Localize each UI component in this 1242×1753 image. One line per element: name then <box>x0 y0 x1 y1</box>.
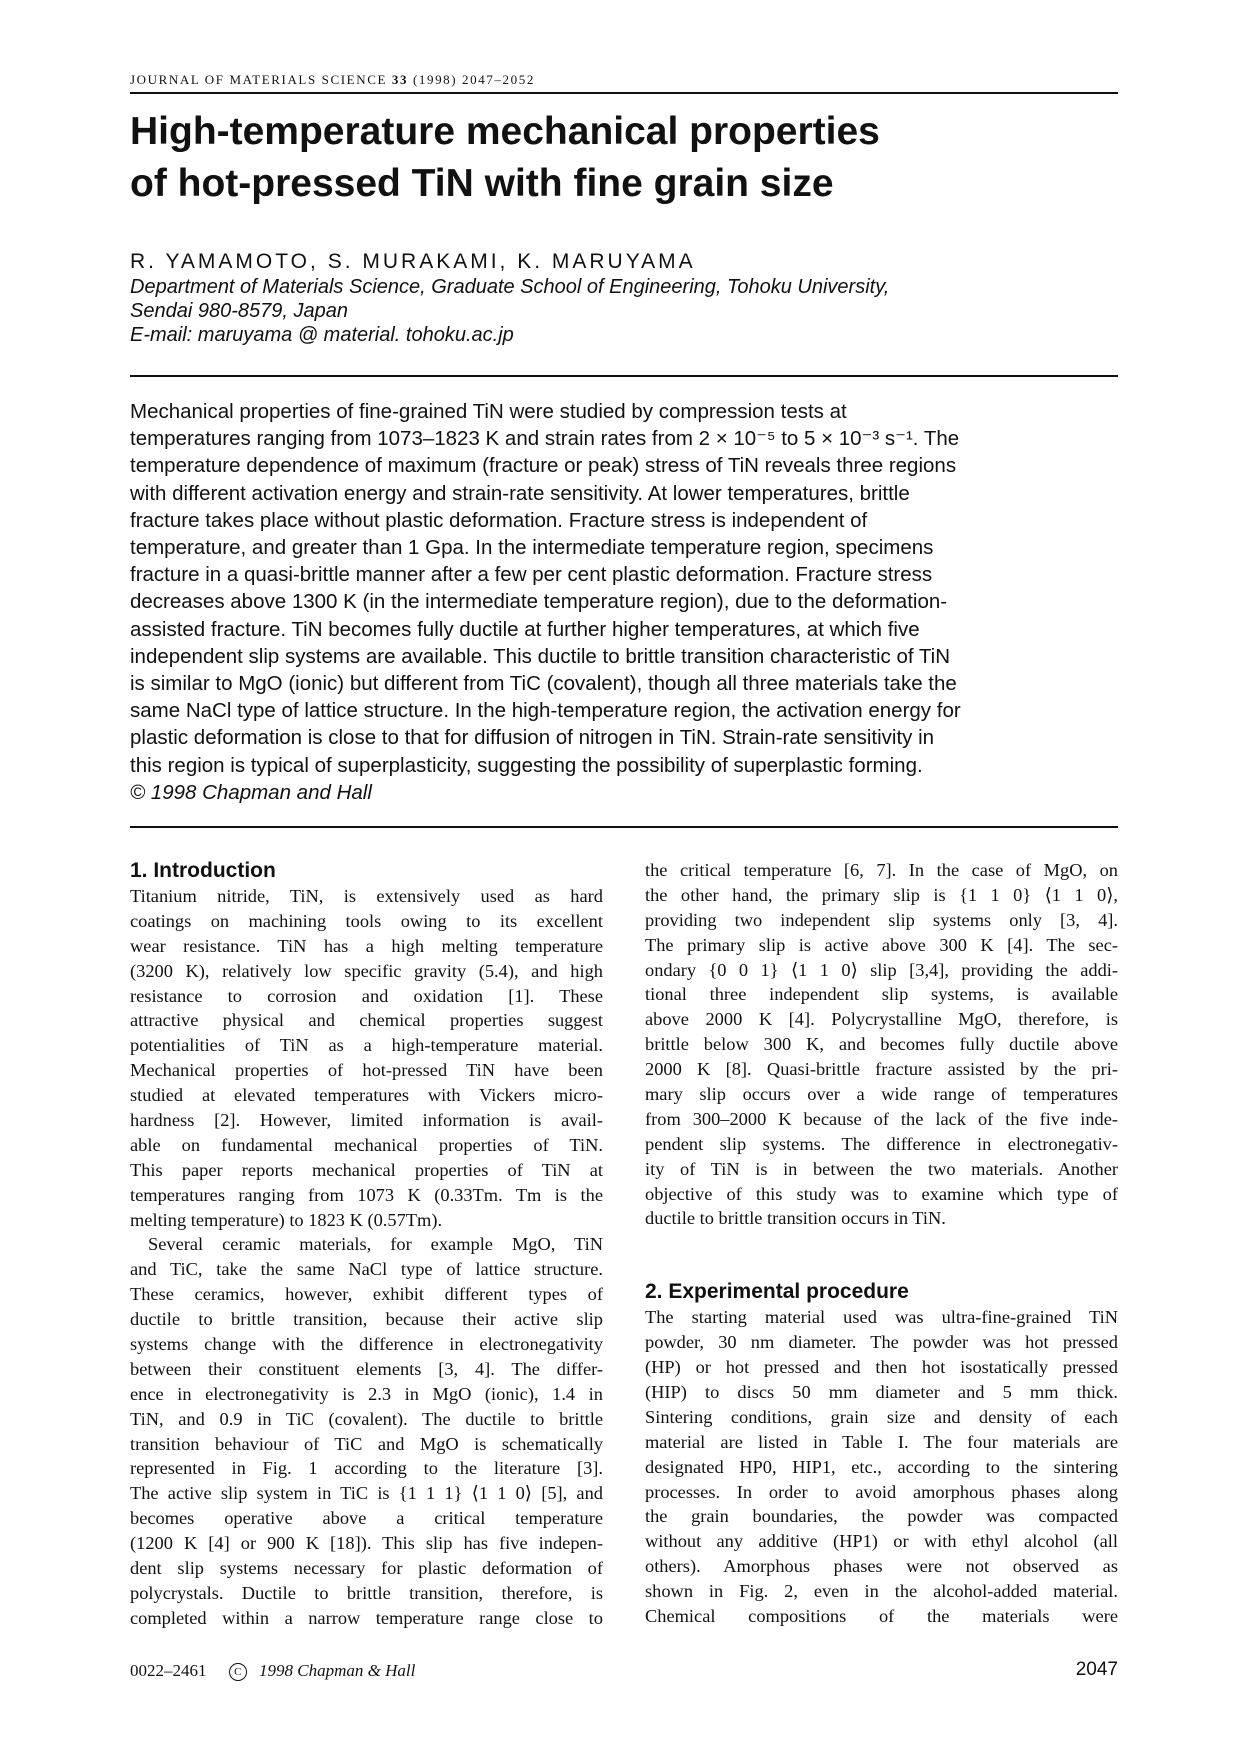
text-line: The active slip system in TiC is {1 1 1} ⟨1 1 0⟩ [5], and <box>130 1483 603 1504</box>
text-line: melting temperature) to 1823 K (0.57Tm). <box>130 1209 443 1230</box>
text-line: powder, 30 nm diameter. The powder was hot pressed <box>645 1332 1118 1353</box>
text-line: 2000 K [8]. Quasi-brittle fracture assisted by the pri- <box>645 1059 1118 1080</box>
text-line: studied at elevated temperatures with Vickers micro- <box>130 1085 603 1106</box>
text-line: The starting material used was ultra-fine-grained TiN <box>645 1307 1118 1328</box>
left-column <box>130 858 603 1631</box>
text-line: the critical temperature [6, 7]. In the case of MgO, on <box>645 860 1118 880</box>
text-line: transition behaviour of TiC and MgO is schematically <box>130 1433 603 1454</box>
affiliation <box>130 275 889 347</box>
page-number: 2047 <box>1075 1659 1118 1680</box>
text-line: coatings on machining tools owing to its excellent <box>130 910 603 931</box>
text-line: dent slip systems necessary for plastic deformation of <box>130 1558 603 1579</box>
text-line: ductile to brittle transition occurs in TiN. <box>645 1208 946 1229</box>
text-line: potentialities of TiN as a high-temperature material. <box>130 1035 603 1056</box>
text-line: pendent slip systems. The difference in electronegativ- <box>645 1133 1118 1154</box>
text-line: without any additive (HP1) or with ethyl alcohol (all <box>645 1531 1118 1552</box>
paper-page <box>130 0 1118 1753</box>
right-column <box>645 858 1118 1629</box>
abstract-bottom-rule <box>130 826 1118 828</box>
text-line: ductile to brittle transition, because their active slip <box>130 1309 603 1330</box>
journal-year-pages: (1998) 2047–2052 <box>412 72 535 87</box>
author-list: R. YAMAMOTO, S. MURAKAMI, K. MARUYAMA <box>130 250 696 273</box>
title-line: of hot-pressed TiN with fine grain size <box>130 162 834 205</box>
abstract-line: fracture in a quasi-brittle manner after a few per cent plastic deformation. Fracture stress <box>130 563 933 587</box>
journal-header <box>130 72 535 88</box>
abstract-line: with different activation energy and strain-rate sensitivity. At lower temperatures, brittle <box>130 481 910 505</box>
abstract-line: independent slip systems are available. This ductile to brittle transition characteristic of TiN <box>130 644 951 668</box>
abstract-line: fracture takes place without plastic deformation. Fracture stress is independent of <box>130 508 868 532</box>
section-heading-introduction: 1. Introduction <box>130 859 276 882</box>
text-line: (HIP) to discs 50 mm diameter and 5 mm thick. <box>645 1382 1118 1403</box>
abstract-line: decreases above 1300 K (in the intermediate temperature region), due to the deformation- <box>130 590 948 614</box>
text-line: (1200 K [4] or 900 K [18]). This slip has five indepen- <box>130 1533 603 1554</box>
abstract-line: assisted fracture. TiN becomes fully ductile at further higher temperatures, at which five <box>130 617 920 641</box>
page-footer <box>130 1661 415 1681</box>
text-line: This paper reports mechanical properties of TiN at <box>130 1159 603 1180</box>
intro-paragraph-1 <box>130 884 603 1232</box>
text-line: the other hand, the primary slip is {1 1 0} ⟨1 1 0⟩, <box>645 884 1118 905</box>
text-line: (3200 K), relatively low specific gravity (5.4), and high <box>130 960 603 981</box>
text-line: ondary {0 0 1} ⟨1 1 0⟩ slip [3,4], providing the addi- <box>645 959 1118 980</box>
section-spacer <box>645 1231 1118 1279</box>
text-line: others). Amorphous phases were not observed as <box>645 1556 1118 1577</box>
header-rule <box>130 92 1118 94</box>
affiliation-line: Department of Materials Science, Graduate School of Engineering, Tohoku University, <box>130 276 890 298</box>
text-line: Titanium nitride, TiN, is extensively used as hard <box>130 886 603 906</box>
publisher-copyright: 1998 Chapman & Hall <box>259 1661 416 1680</box>
text-line: Several ceramic materials, for example MgO, TiN <box>148 1234 603 1255</box>
intro-paragraph-2 <box>130 1232 603 1630</box>
text-line: TiN, and 0.9 in TiC (covalent). The ductile to brittle <box>130 1408 603 1429</box>
email-line: E-mail: maruyama @ material. tohoku.ac.jp <box>130 324 514 346</box>
text-line: becomes operative above a critical temperature <box>130 1508 603 1529</box>
text-line: ity of TiN is in between the two materials. Another <box>645 1158 1118 1179</box>
text-line: temperatures ranging from 1073 K (0.33Tm. Tm is the <box>130 1184 603 1205</box>
text-line: processes. In order to avoid amorphous phases along <box>645 1481 1118 1502</box>
text-line: hardness [2]. However, limited information is avail- <box>130 1110 603 1131</box>
text-line: material are listed in Table I. The four materials are <box>645 1431 1118 1452</box>
text-line: attractive physical and chemical properties suggest <box>130 1010 603 1031</box>
text-line: represented in Fig. 1 according to the literature [3]. <box>130 1458 603 1479</box>
abstract-copyright: © 1998 Chapman and Hall <box>130 780 372 804</box>
text-line: designated HP0, HIP1, etc., according to the sintering <box>645 1456 1118 1477</box>
intro-continuation-paragraph <box>645 858 1118 1231</box>
text-line: tional three independent slip systems, is available <box>645 984 1118 1005</box>
copyright-icon: C <box>229 1663 247 1681</box>
text-line: the grain boundaries, the powder was compacted <box>645 1506 1118 1527</box>
abstract-line: is similar to MgO (ionic) but different from TiC (covalent), though all three materials take the <box>130 672 957 696</box>
abstract-top-rule <box>130 375 1118 377</box>
journal-name: JOURNAL OF MATERIALS SCIENCE <box>130 72 388 87</box>
text-line: The primary slip is active above 300 K [4]. The sec- <box>645 934 1118 955</box>
section-heading-experimental: 2. Experimental procedure <box>645 1280 909 1304</box>
text-line: between their constituent elements [3, 4]. The differ- <box>130 1358 603 1379</box>
abstract-line: same NaCl type of lattice structure. In the high-temperature region, the activation energy for <box>130 699 961 723</box>
text-line: from 300–2000 K because of the lack of the five inde- <box>645 1108 1118 1129</box>
paper-title <box>130 106 1118 210</box>
abstract-line: temperature, and greater than 1 Gpa. In the intermediate temperature region, specimens <box>130 536 934 560</box>
text-line: ence in electronegativity is 2.3 in MgO (ionic), 1.4 in <box>130 1383 603 1404</box>
abstract-line: plastic deformation is close to that for diffusion of nitrogen in TiN. Strain-rate sensitivity in <box>130 726 935 750</box>
text-line: mary slip occurs over a wide range of temperatures <box>645 1084 1118 1105</box>
text-line: and TiC, take the same NaCl type of lattice structure. <box>130 1259 603 1280</box>
affiliation-line: Sendai 980-8579, Japan <box>130 300 348 322</box>
title-line: High-temperature mechanical properties <box>130 110 880 153</box>
text-line: above 2000 K [4]. Polycrystalline MgO, therefore, is <box>645 1009 1118 1030</box>
text-line: polycrystals. Ductile to brittle transition, therefore, is <box>130 1582 603 1603</box>
issn: 0022–2461 <box>130 1661 207 1680</box>
abstract-line: Mechanical properties of fine-grained TiN were studied by compression tests at <box>130 400 847 423</box>
text-line: These ceramics, however, exhibit different types of <box>130 1284 603 1305</box>
text-line: Chemical compositions of the materials were <box>645 1606 1118 1627</box>
journal-volume: 33 <box>391 72 409 87</box>
text-line: systems change with the difference in electronegativity <box>130 1334 603 1355</box>
abstract-line: this region is typical of superplasticity, suggesting the possibility of superplastic forming. <box>130 753 923 777</box>
abstract-line: temperatures ranging from 1073–1823 K and strain rates from 2 × 10⁻⁵ to 5 × 10⁻³ s⁻¹. The <box>130 427 960 451</box>
text-line: completed within a narrow temperature range close to <box>130 1607 603 1628</box>
text-line: objective of this study was to examine which type of <box>645 1183 1118 1204</box>
abstract-line: temperature dependence of maximum (fracture or peak) stress of TiN reveals three regions <box>130 454 957 478</box>
text-line: Sintering conditions, grain size and density of each <box>645 1406 1118 1427</box>
text-line: resistance to corrosion and oxidation [1]. These <box>130 985 603 1006</box>
text-line: brittle below 300 K, and becomes fully ductile above <box>645 1034 1118 1055</box>
text-line: wear resistance. TiN has a high melting temperature <box>130 935 603 956</box>
text-line: able on fundamental mechanical properties of TiN. <box>130 1134 603 1155</box>
text-line: shown in Fig. 2, even in the alcohol-added material. <box>645 1581 1118 1602</box>
abstract <box>130 398 1118 806</box>
text-line: providing two independent slip systems only [3, 4]. <box>645 909 1118 930</box>
text-line: (HP) or hot pressed and then hot isostatically pressed <box>645 1357 1118 1378</box>
text-line: Mechanical properties of hot-pressed TiN have been <box>130 1060 603 1081</box>
experimental-paragraph-1 <box>645 1305 1118 1629</box>
